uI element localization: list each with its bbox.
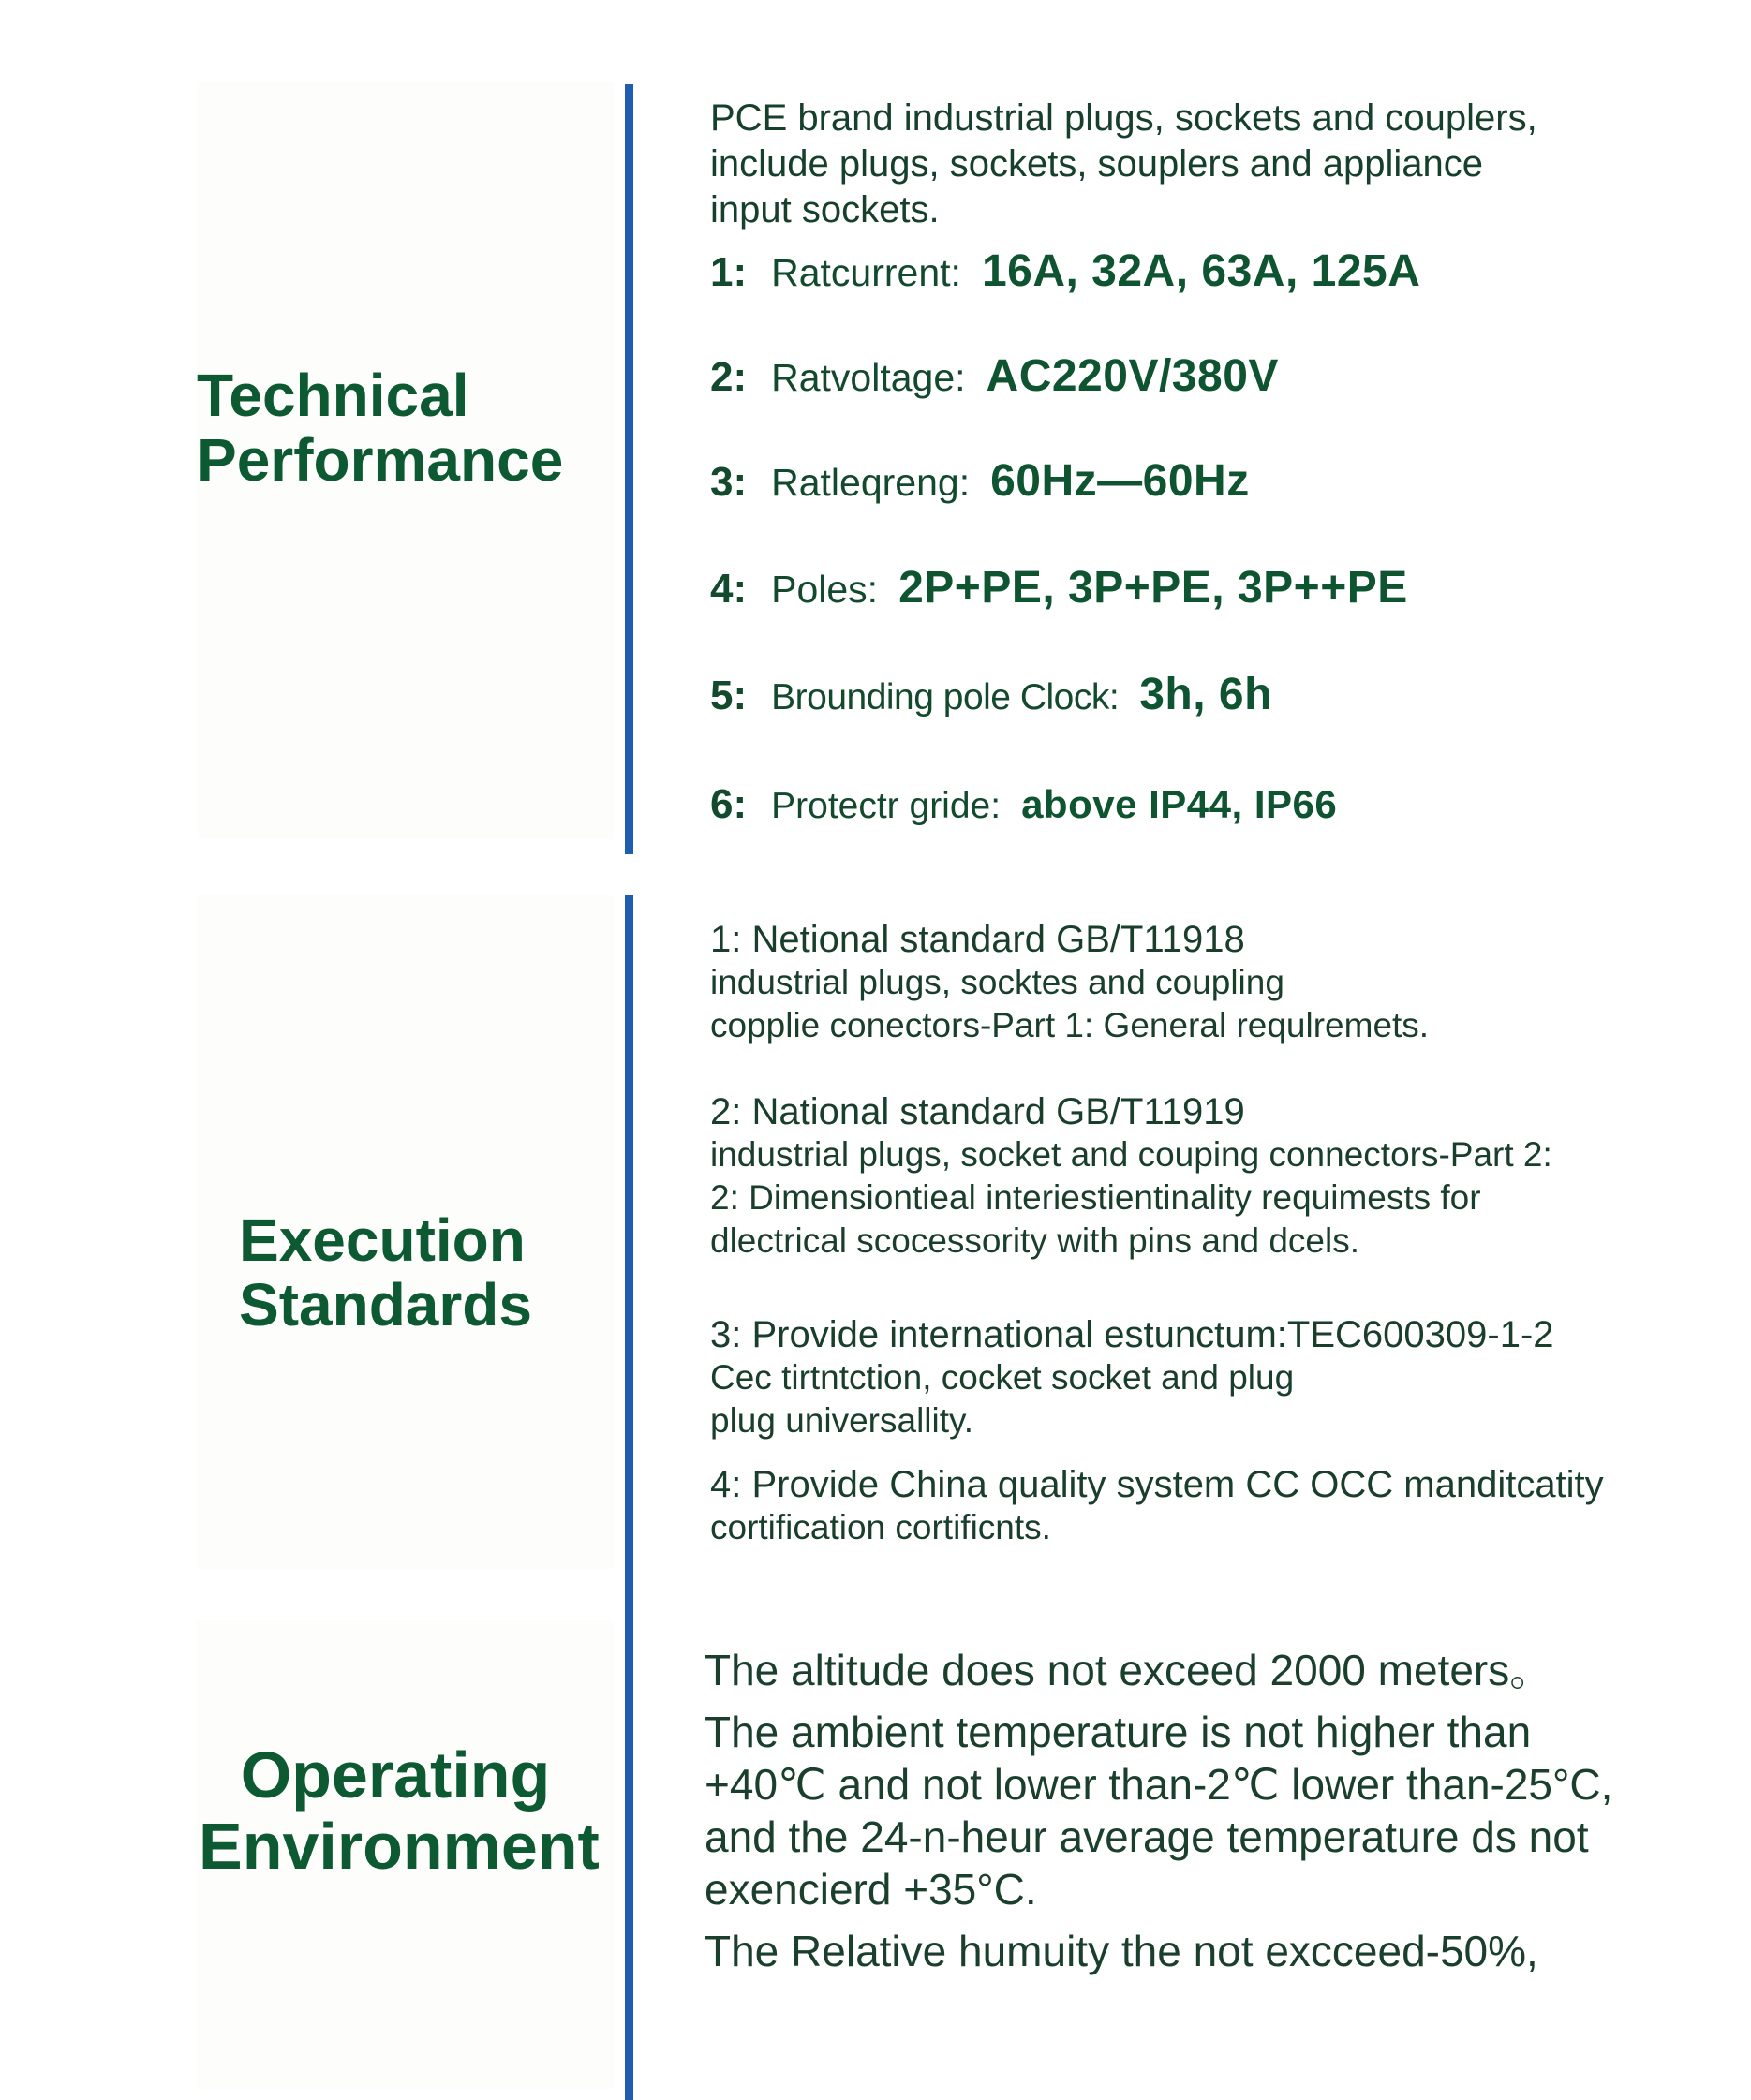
standard-item-4 <box>710 1463 1684 1549</box>
spec-item-grounding-pole-clock <box>710 669 1272 720</box>
standard-heading: 2: National standard GB/T11919 <box>710 1091 1245 1132</box>
section-title-technical-performance <box>197 363 628 493</box>
title-line: Environment <box>199 1809 600 1883</box>
standard-line: Cec tirtntction, cocket socket and plug <box>710 1358 1295 1397</box>
spec-number: 4: <box>710 566 748 612</box>
divider-execution-environment <box>625 895 633 2100</box>
standard-line: copplie conectors-Part 1: General requlremets. <box>710 1006 1430 1044</box>
spec-label: Ratvoltage: <box>771 356 966 399</box>
spec-label: Protectr gride: <box>771 786 1002 826</box>
standard-line: industrial plugs, socket and couping connectors-Part 2: <box>710 1135 1552 1174</box>
spec-value: AC220V/380V <box>986 351 1279 401</box>
intro-line: include plugs, sockets, souplers and appliance <box>710 143 1483 185</box>
standards-content <box>710 918 1684 1555</box>
spec-label: Ratleqreng: <box>771 461 971 504</box>
standard-line: dlectrical scocessority with pins and dcels. <box>710 1221 1360 1260</box>
standard-heading: 1: Netional standard GB/T11918 <box>710 919 1245 960</box>
environment-line: exencierd +35°C. <box>705 1865 1037 1914</box>
intro-line: input sockets. <box>710 189 940 230</box>
standard-line: cortification cortificnts. <box>710 1508 1051 1546</box>
technical-content <box>710 96 1684 845</box>
environment-line: The ambient temperature is not higher than <box>705 1708 1532 1756</box>
environment-line: and the 24-n-heur average temperature ds not <box>705 1812 1589 1861</box>
environment-line: +40℃ and not lower than-2℃ lower than-25°C, <box>705 1760 1613 1809</box>
spec-label: Ratcurrent: <box>771 251 961 294</box>
spec-number: 1: <box>710 249 748 295</box>
title-line: Technical <box>197 362 469 429</box>
standard-line: plug universallity. <box>710 1401 974 1440</box>
environment-text <box>705 1644 1698 1977</box>
standard-heading: 4: Provide China quality system CC OCC manditcatity <box>710 1464 1604 1505</box>
standard-item-2 <box>710 1090 1684 1263</box>
spec-value: 2P+PE, 3P+PE, 3P++PE <box>898 563 1408 613</box>
title-line: Standards <box>239 1271 532 1339</box>
spec-label: Poles: <box>771 568 879 611</box>
intro-line: PCE brand industrial plugs, sockets and couplers, <box>710 97 1537 139</box>
environment-line: The Relative humuity the not excceed-50%, <box>705 1927 1538 1975</box>
section-title-execution-standards <box>239 1208 670 1338</box>
spec-value: 60Hz—60Hz <box>990 456 1250 506</box>
spec-item-rated-current <box>710 245 1420 297</box>
spec-value: 16A, 32A, 63A, 125A <box>981 246 1421 296</box>
spec-item-rated-frequency <box>710 455 1250 507</box>
standard-item-1 <box>710 918 1684 1047</box>
technical-intro <box>710 96 1666 233</box>
spec-number: 3: <box>710 459 748 505</box>
spec-number: 5: <box>710 673 748 718</box>
standard-line: industrial plugs, socktes and coupling <box>710 963 1284 1001</box>
title-line: Performance <box>197 426 564 495</box>
spec-item-rated-voltage <box>710 350 1279 402</box>
standard-heading: 3: Provide international estunctum:TEC600309-1-2 <box>710 1314 1554 1355</box>
standard-item-3 <box>710 1313 1684 1442</box>
spec-number: 6: <box>710 781 748 827</box>
spec-value: above IP44, IP66 <box>1021 782 1338 826</box>
environment-line: The altitude does not exceed 2000 meters。 <box>705 1646 1553 1694</box>
spec-number: 2: <box>710 354 748 400</box>
environment-content <box>705 1644 1679 2000</box>
spec-value: 3h, 6h <box>1139 670 1272 719</box>
divider-technical <box>625 84 633 854</box>
title-line: Execution <box>239 1206 526 1274</box>
spec-item-protection-grade <box>710 781 1337 828</box>
spec-item-poles <box>710 562 1408 614</box>
spec-label: Brounding pole Clock: <box>771 677 1120 717</box>
section-title-operating-environment <box>199 1738 600 1883</box>
title-line: Operating <box>240 1738 551 1812</box>
standard-line: 2: Dimensiontieal interiestientinality requimests for <box>710 1178 1481 1217</box>
